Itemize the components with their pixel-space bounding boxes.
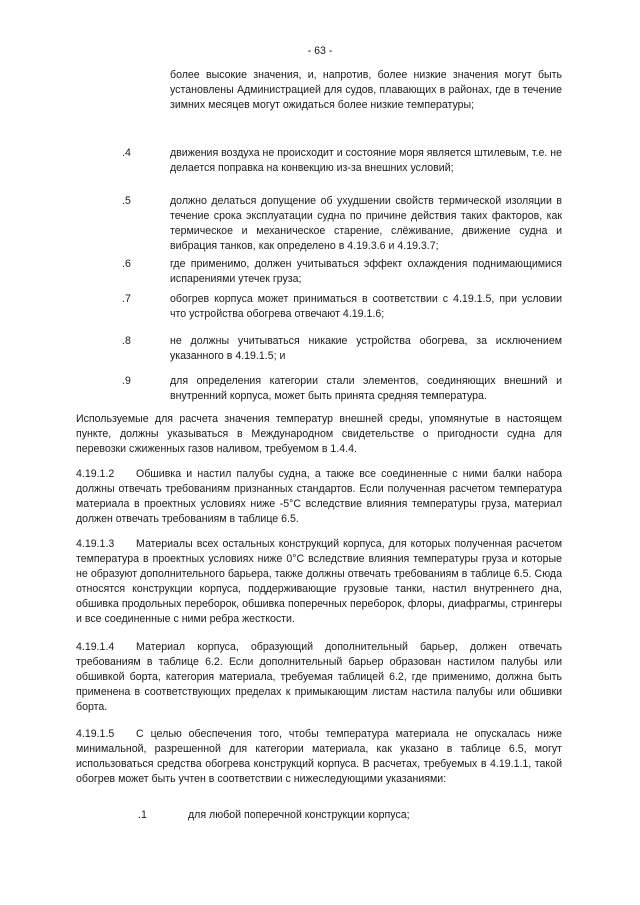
paragraph-text: Материалы всех остальных конструкций корпуса, для которых полученная расчетом температура в проектных условиях ниже 0°C вследствие влияния температуры груза и которые не образуют дополнительного барьера, также должны отвечать требованиям в таблице 6.5. Сюда относятся конструкции корпуса, поддерживающие грузовые танки, настил внутреннего дна, обшивка продольных переборок, обшивка поперечных переборок, флоры, диафрагмы, стрингеры и все соединенные с ними ребра жесткости. [76, 538, 562, 625]
paragraph-text: Обшивка и настил палубы судна, а также все соединенные с ними балки набора должны отвечать требованиям признанных стандартов. Если полученная расчетом температура материала в проектных условиях ниже -5°C вследствие влияния температуры груза, материал должен отвечать требованиям в таблице 6.5. [76, 468, 562, 525]
list-item-text: где применимо, должен учитываться эффект охлаждения поднимающимися испарениями утечек груза; [170, 258, 562, 285]
paragraph-4-19-1-3 [76, 537, 562, 627]
list-item-text: должно делаться допущение об ухудшении свойств термической изоляции в течение срока эксплуатации судна по причине действия таких факторов, как термическое и механическое старение, слёживание, движение судна и вибрация танков, как определено в 4.19.3.6 и 4.19.3.7; [170, 195, 562, 252]
paragraph-4-19-1-4 [76, 640, 562, 715]
list-item-text: не должны учитываться никакие устройства обогрева, за исключением указанного в 4.19.1.5; и [170, 335, 562, 362]
list-item-number: .9 [122, 375, 131, 387]
list-item-number: .4 [122, 147, 131, 159]
intro-paragraph: Используемые для расчета значения температур внешней среды, упомянутые в настоящем пункте, должны указываться в Международном свидетельстве о пригодности судна для перевозки сжиженных газов наливом, требуемом в 1.4.4. [76, 413, 562, 455]
paragraph-text: С целью обеспечения того, чтобы температура материала не опускалась ниже минимальной, разрешенной для категории материала, как указано в таблице 6.5, могут использоваться средства обогрева конструкций корпуса. В расчетах, требуемых в 4.19.1.1, такой обогрев может быть учтен в соответствии с нижеследующими указаниями: [76, 728, 562, 785]
paragraph-number: 4.19.1.3 [76, 538, 115, 550]
list-item-text: обогрев корпуса может приниматься в соответствии с 4.19.1.5, при условии что устройства обогрева отвечают 4.19.1.6; [170, 293, 562, 320]
list-item-number: .5 [122, 195, 131, 207]
list-item-number: .8 [122, 335, 131, 347]
paragraph-number: 4.19.1.2 [76, 468, 115, 480]
list-item-text: более высокие значения, и, напротив, более низкие значения могут быть установлены Администрацией для судов, плавающих в районах, где в течение зимних месяцев могут ожидаться более низкие температуры; [170, 69, 562, 111]
paragraph-4-19-1-2 [76, 467, 562, 527]
paragraph-number: 4.19.1.4 [76, 641, 115, 653]
page-number: - 63 - [307, 45, 333, 57]
list-item-number: .7 [122, 293, 131, 305]
list-item-text: движения воздуха не происходит и состояние моря является штилевым, т.е. не делается поправка на конвекцию из-за внешних условий; [170, 147, 562, 174]
paragraph-text: Материал корпуса, образующий дополнительный барьер, должен отвечать требованиям в таблице 6.2. Если дополнительный барьер образован настилом палубы или обшивкой борта, категория материала, требуемая таблицей 6.2, где применимо, должна быть применена в соответствующих пределах к примыкающим листам настила палубы или обшивки борта. [76, 641, 562, 713]
list-item-text: для определения категории стали элементов, соединяющих внешний и внутренний корпуса, может быть принята средняя температура. [170, 375, 562, 402]
list-item-number: .6 [122, 258, 131, 270]
list-item-text: для любой поперечной конструкции корпуса; [188, 809, 410, 821]
paragraph-number: 4.19.1.5 [76, 728, 115, 740]
list-item-number: .1 [138, 809, 147, 821]
paragraph-4-19-1-5 [76, 727, 562, 787]
